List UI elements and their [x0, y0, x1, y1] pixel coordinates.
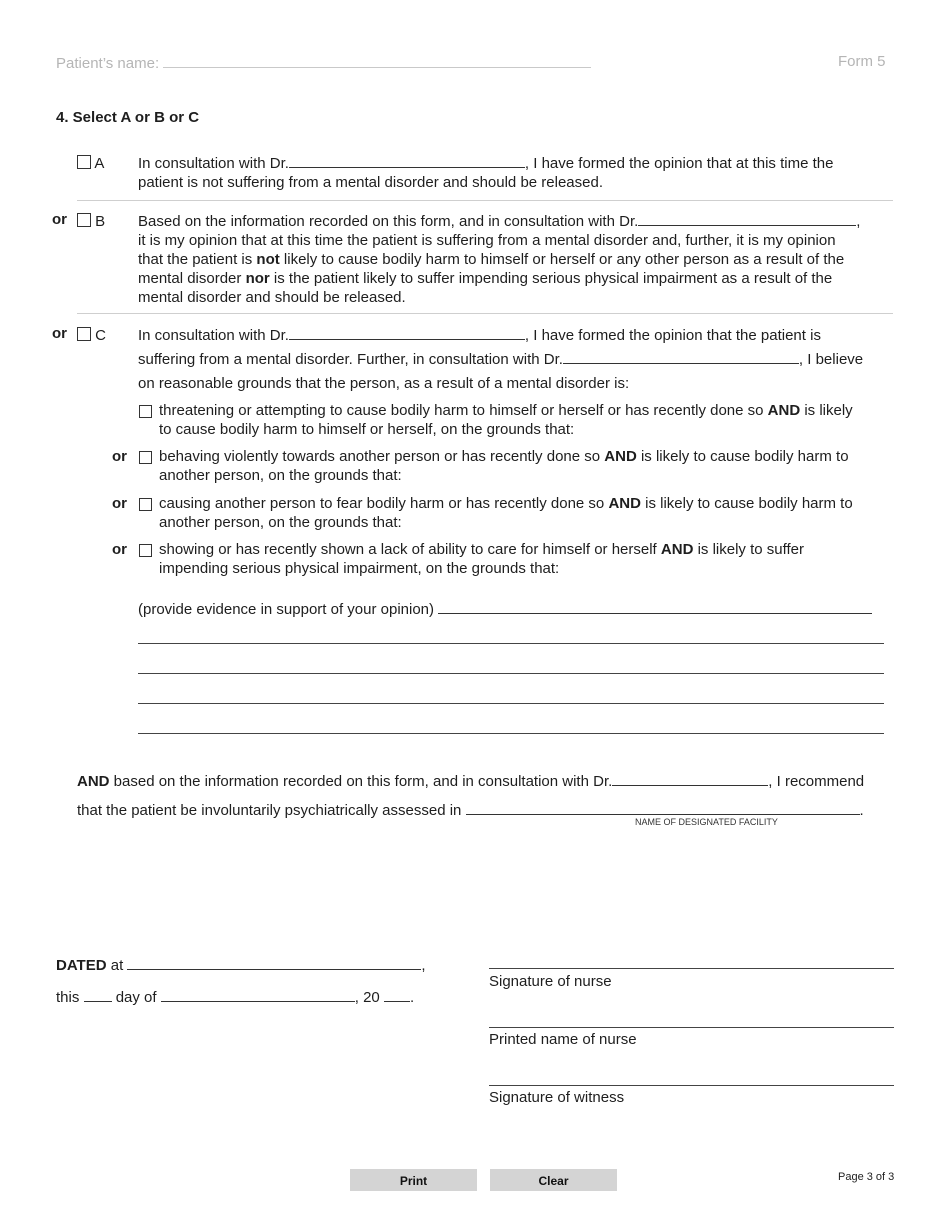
option-b-text: Based on the information recorded on this form, and in consultation with Dr. , it is my opinion that at this time the patient is suffering from a mental disorder and, further, it is my opinion that the patient is not likely to cause bodily harm to himself or herself or any other person as a result of the mental disorder nor is the patient likely to suffer impending serious physical impairment as a result of the mental disorder and should be released. [138, 213, 861, 306]
patient-name-row [56, 53, 591, 72]
option-c-checkbox[interactable] [77, 327, 91, 341]
nurse-signature-field[interactable] [489, 968, 894, 969]
evidence-field-5[interactable] [138, 733, 884, 734]
date-row: this day of , 20 . [56, 989, 415, 1006]
nurse-name-label: Printed name of nurse [489, 1031, 637, 1048]
sub-option-2: or behaving violently towards another person or has recently done so AND is likely to cause bodily harm to another person, on the grounds that: [112, 448, 849, 484]
evidence-field-3[interactable] [138, 673, 884, 674]
witness-signature-label: Signature of witness [489, 1089, 625, 1106]
recommendation-doctor-field[interactable] [612, 771, 768, 786]
option-c-or: or [52, 325, 67, 342]
form-label: Form 5 [838, 53, 886, 70]
dated-place-field[interactable] [127, 955, 421, 970]
option-c-selector[interactable] [77, 327, 106, 344]
option-a-letter: A [94, 155, 105, 172]
option-a-checkbox[interactable] [77, 155, 91, 169]
option-a-doctor-field[interactable] [289, 153, 525, 168]
option-a-selector[interactable] [77, 155, 104, 172]
option-b-doctor-field[interactable] [638, 211, 856, 226]
nurse-name-field[interactable] [489, 1027, 894, 1028]
option-c-letter: C [95, 327, 107, 344]
option-c-doctor-field-2[interactable] [563, 349, 799, 364]
sub-option-2-checkbox[interactable] [139, 451, 152, 464]
option-c-line-2: suffering from a mental disorder. Further, in consultation with Dr. , I believe [138, 351, 864, 368]
facility-caption: NAME OF DESIGNATED FACILITY [635, 817, 778, 827]
divider-a [77, 200, 893, 201]
divider-b [77, 313, 893, 314]
evidence-field-4[interactable] [138, 703, 884, 704]
option-b-letter: B [95, 213, 106, 230]
sub-option-4: or showing or has recently shown a lack of ability to care for himself or herself AND is likely to suffer impending serious physical impairment, on the grounds that: [112, 541, 805, 577]
option-a-text: In consultation with Dr. , I have formed the opinion that at this time the patient is not suffering from a mental disorder and should be released. [138, 155, 834, 191]
option-c-line-3: on reasonable grounds that the person, as a result of a mental disorder is: [138, 375, 630, 392]
evidence-label: (provide evidence in support of your opinion) [138, 601, 435, 618]
sub-option-1-checkbox[interactable] [139, 405, 152, 418]
day-field[interactable] [84, 987, 112, 1002]
evidence-field-1[interactable] [438, 599, 872, 614]
patient-name-field[interactable] [163, 53, 591, 68]
option-c-line-1: In consultation with Dr. , I have formed the opinion that the patient is [138, 327, 821, 344]
sub-option-3-checkbox[interactable] [139, 498, 152, 511]
recommendation-line-2: that the patient be involuntarily psychiatrically assessed in . [77, 802, 864, 819]
section-title: 4. Select A or B or C [56, 109, 200, 126]
clear-button[interactable]: Clear [490, 1169, 617, 1191]
facility-field[interactable] [466, 800, 860, 815]
witness-signature-field[interactable] [489, 1085, 894, 1086]
patient-name-label: Patient’s name: [56, 55, 160, 72]
print-button[interactable]: Print [350, 1169, 477, 1191]
page-number: Page 3 of 3 [838, 1171, 895, 1183]
sub-option-3: or causing another person to fear bodily harm or has recently done so AND is likely to cause bodily harm to another person, on the grounds that: [112, 495, 853, 531]
option-b-selector[interactable] [77, 213, 105, 230]
option-b-or: or [52, 211, 67, 228]
evidence-field-2[interactable] [138, 643, 884, 644]
month-field[interactable] [161, 987, 355, 1002]
nurse-signature-label: Signature of nurse [489, 973, 612, 990]
sub-option-1: threatening or attempting to cause bodily harm to himself or herself or has recently done so AND is likely to cause bodily harm to himself or herself, on the grounds that: [112, 401, 902, 439]
option-c-doctor-field-1[interactable] [289, 325, 525, 340]
option-b-checkbox[interactable] [77, 213, 91, 227]
dated-row: DATED at , [56, 957, 426, 974]
sub-option-4-checkbox[interactable] [139, 544, 152, 557]
year-field[interactable] [384, 987, 410, 1002]
recommendation-line-1: AND based on the information recorded on this form, and in consultation with Dr. , I recommend [77, 773, 865, 790]
evidence-row [138, 599, 872, 618]
